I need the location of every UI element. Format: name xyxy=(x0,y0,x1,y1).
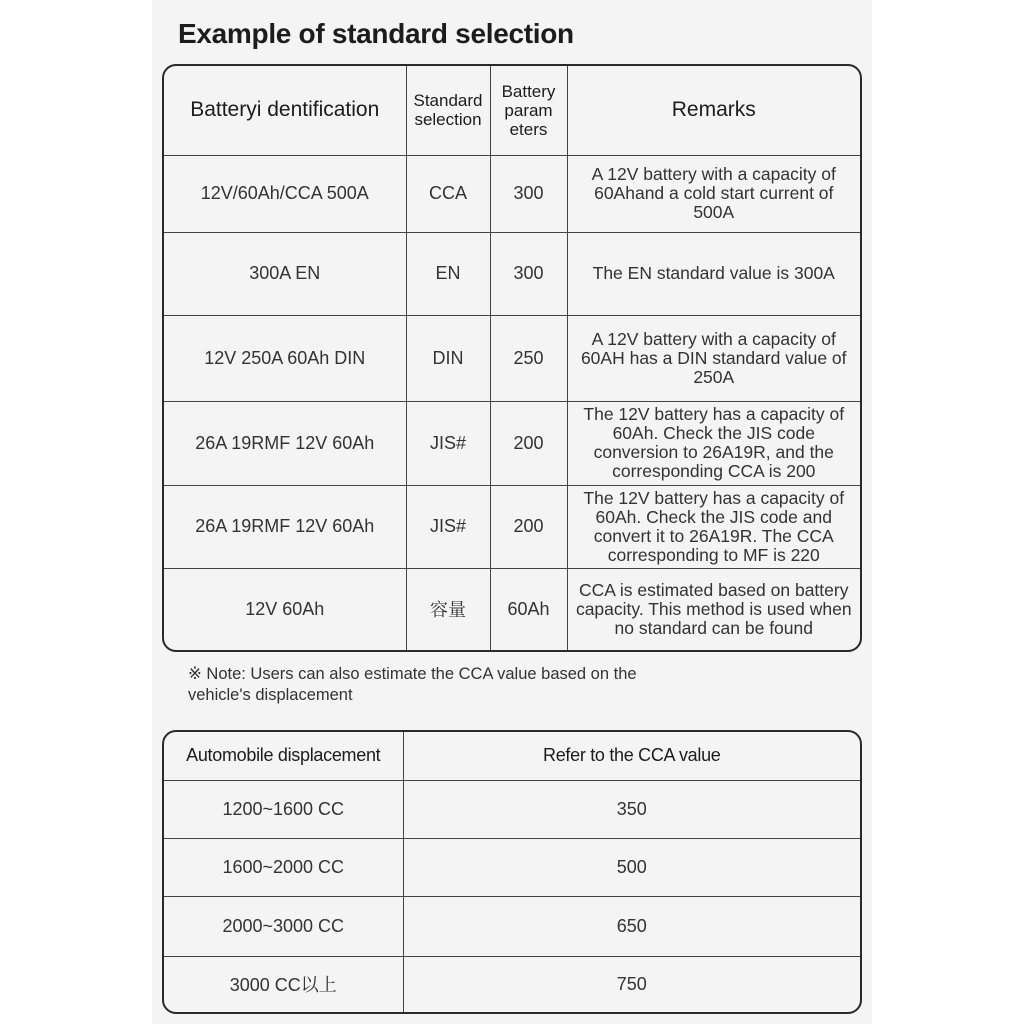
displacement-cell: 2000~3000 CC xyxy=(164,896,403,956)
standard-selection-cell: 容量 xyxy=(406,568,490,650)
page-title: Example of standard selection xyxy=(178,18,574,49)
table-row xyxy=(164,401,860,485)
header-automobile-displacement: Automobile displacement xyxy=(164,732,403,780)
standard-selection-cell: JIS# xyxy=(406,485,490,568)
displacement-note: ※ Note: Users can also estimate the CCA value based on the vehicle's displacement xyxy=(188,665,637,704)
displacement-cca-table xyxy=(162,730,862,1014)
battery-identification-cell: 26A 19RMF 12V 60Ah xyxy=(164,401,406,485)
battery-parameter-cell: 60Ah xyxy=(490,568,567,650)
battery-identification-cell: 12V/60Ah/CCA 500A xyxy=(164,155,406,232)
battery-identification-cell: 12V 250A 60Ah DIN xyxy=(164,315,406,401)
header-standard-selection: Standard selection xyxy=(406,66,490,155)
header-remarks: Remarks xyxy=(567,66,860,155)
cca-value-cell: 750 xyxy=(616,973,647,994)
table-row xyxy=(164,232,860,315)
table-row xyxy=(164,568,860,650)
table-row xyxy=(164,315,860,401)
standard-selection-cell: EN xyxy=(406,232,490,315)
table-row xyxy=(164,155,860,232)
cca-value-cell: 350 xyxy=(403,780,860,838)
header-battery-parameters: Battery param eters xyxy=(490,66,567,155)
remark-cell: A 12V battery with a capacity of 60Ahand a cold start current of 500A xyxy=(567,155,860,232)
remark-cell: A 12V battery with a capacity of 60AH has a DIN standard value of 250A xyxy=(567,315,860,401)
battery-parameter-cell: 200 xyxy=(490,485,567,568)
battery-identification-cell: 300A EN xyxy=(164,232,406,315)
displacement-cell: 1600~2000 CC xyxy=(164,838,403,896)
table-row xyxy=(164,780,860,838)
header-refer-cca-value: Refer to the CCA value xyxy=(403,732,860,780)
remark-cell: The 12V battery has a capacity of 60Ah. Check the JIS code and convert it to 26A19R. The CCA corresponding to MF is 220 xyxy=(567,485,860,568)
displacement-cell: 1200~1600 CC xyxy=(164,780,403,838)
battery-parameter-cell: 200 xyxy=(490,401,567,485)
standard-selection-cell: DIN xyxy=(406,315,490,401)
battery-parameter-cell: 250 xyxy=(490,315,567,401)
battery-identification-cell: 12V 60Ah xyxy=(164,568,406,650)
battery-parameter-cell: 300 xyxy=(490,155,567,232)
table-row xyxy=(164,485,860,568)
standard-selection-table xyxy=(162,64,862,652)
header-battery-identification: Batteryi dentification xyxy=(164,66,406,155)
battery-identification-cell: 26A 19RMF 12V 60Ah xyxy=(164,485,406,568)
remark-cell: CCA is estimated based on battery capacity. This method is used when no standard can be found xyxy=(575,579,852,638)
cca-value-cell: 500 xyxy=(403,838,860,896)
remark-cell: The EN standard value is 300A xyxy=(567,232,860,315)
displacement-cell: 3000 CC以上 xyxy=(164,956,403,1012)
table-row xyxy=(164,956,860,1012)
standard-selection-cell: JIS# xyxy=(406,401,490,485)
cca-value-cell: 650 xyxy=(403,896,860,956)
remark-cell: The 12V battery has a capacity of 60Ah. Check the JIS code conversion to 26A19R, and the corresponding CCA is 200 xyxy=(567,401,860,485)
standard-selection-cell: CCA xyxy=(406,155,490,232)
table-row xyxy=(164,838,860,896)
table-row xyxy=(164,896,860,956)
battery-parameter-cell: 300 xyxy=(490,232,567,315)
